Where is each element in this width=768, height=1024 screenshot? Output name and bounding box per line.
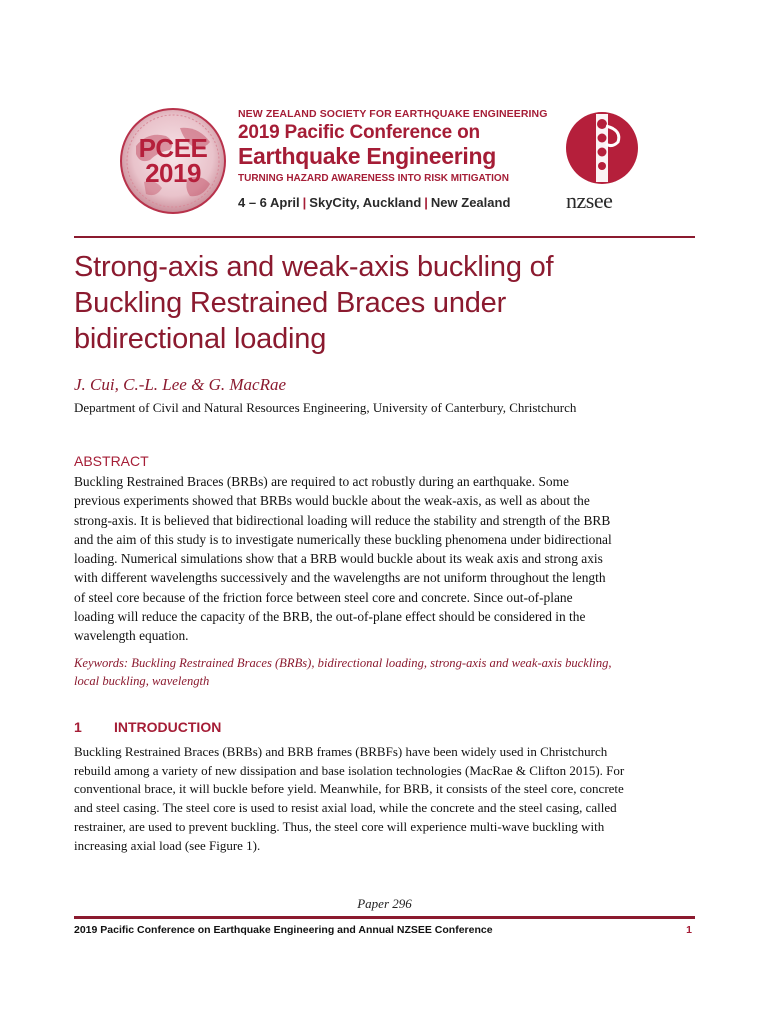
paper-number: Paper 296: [357, 896, 412, 911]
section-number: 1: [74, 719, 82, 735]
introduction-line: increasing axial load (see Figure 1).: [74, 837, 261, 853]
nzsee-logo: [562, 108, 658, 214]
conference-venue: SkyCity, Auckland: [309, 195, 422, 210]
page-number: 1: [686, 924, 692, 936]
abstract-line: and the aim of this study is to investigate numerically these buckling phenomena under bidirectional: [74, 531, 612, 547]
footer-divider: [74, 916, 695, 919]
abstract-line: Buckling Restrained Braces (BRBs) are required to act robustly during an earthquake. Some: [74, 474, 569, 489]
introduction-line: Buckling Restrained Braces (BRBs) and BRB frames (BRBFs) have been widely used in Christchurch: [74, 744, 608, 759]
abstract-heading: ABSTRACT: [74, 453, 149, 469]
introduction-line: rebuild among a variety of new dissipation and base isolation technologies (MacRae & Clifton 2015). For: [74, 762, 625, 778]
abstract-body: [74, 472, 698, 646]
paper-title: [74, 249, 695, 357]
introduction-line: conventional brace, it will buckle before yield. Meanwhile, for BRB, it consists of the steel core, concrete: [74, 781, 624, 797]
introduction-heading: [74, 719, 221, 735]
title-line: bidirectional loading: [74, 323, 327, 355]
keywords-line: Keywords: Buckling Restrained Braces (BRBs), bidirectional loading, strong-axis and weak-axis buckling,: [74, 656, 612, 670]
footer-conference: 2019 Pacific Conference on Earthquake Engineering and Annual NZSEE Conference: [74, 924, 493, 936]
pcee-logo-text: PCEE: [138, 133, 208, 163]
conference-country: New Zealand: [430, 195, 511, 210]
abstract-line: loading will reduce the capacity of the BRB, the out-of-plane effect should be considered in the: [74, 609, 586, 625]
author-list: J. Cui, C.-L. Lee & G. MacRae: [74, 375, 286, 394]
abstract-line: with different wavelengths successively and the wavelengths are not uniform throughout the length: [74, 570, 606, 586]
abstract-line: of steel core because of the friction force between steel core and concrete. Since out-of-plane: [74, 589, 573, 605]
introduction-line: and steel casing. The steel core is used to resist axial load, while the concrete and the steel casing, called: [74, 800, 617, 816]
conference-dates-venue: [238, 195, 538, 210]
introduction-body: [74, 743, 698, 855]
keywords-line: local buckling, wavelength: [74, 674, 210, 688]
introduction-line: restrainer, are used to prevent buckling. Thus, the steel core will experience multi-wave buckling with: [74, 818, 605, 834]
conference-tagline: TURNING HAZARD AWARENESS INTO RISK MITIGATION: [238, 173, 509, 184]
author-affiliation: Department of Civil and Natural Resources Engineering, University of Canterbury, Christchurch: [74, 400, 577, 415]
society-name: NEW ZEALAND SOCIETY FOR EARTHQUAKE ENGINEERING: [238, 108, 548, 120]
nzsee-logo-text: nzsee: [566, 188, 613, 213]
abstract-line: previous experiments showed that BRBs would buckle about the weak-axis, as well as about the: [74, 493, 590, 509]
header-divider: [74, 236, 695, 238]
conference-title-line2: Earthquake Engineering: [238, 143, 496, 169]
abstract-line: loading. Numerical simulations show that a BRB would buckle about its weak axis and strong axis: [74, 551, 603, 567]
pcee-logo-year: 2019: [145, 158, 201, 188]
pcee-2019-logo: [118, 106, 228, 216]
conference-dates: 4 – 6 April: [238, 195, 300, 210]
separator: |: [302, 195, 307, 210]
conference-header: [238, 108, 548, 210]
title-line: Strong-axis and weak-axis buckling of: [74, 251, 554, 283]
nzsee-emblem-icon: [562, 108, 658, 188]
title-line: Buckling Restrained Braces under: [74, 287, 507, 319]
conference-title-line1: 2019 Pacific Conference on: [238, 122, 480, 143]
keywords: [74, 654, 714, 690]
abstract-line: wavelength equation.: [74, 628, 189, 644]
separator: |: [424, 195, 428, 210]
abstract-line: strong-axis. It is believed that bidirectional loading will reduce the stability and strength of the BRB: [74, 512, 611, 528]
section-title: INTRODUCTION: [114, 719, 222, 735]
